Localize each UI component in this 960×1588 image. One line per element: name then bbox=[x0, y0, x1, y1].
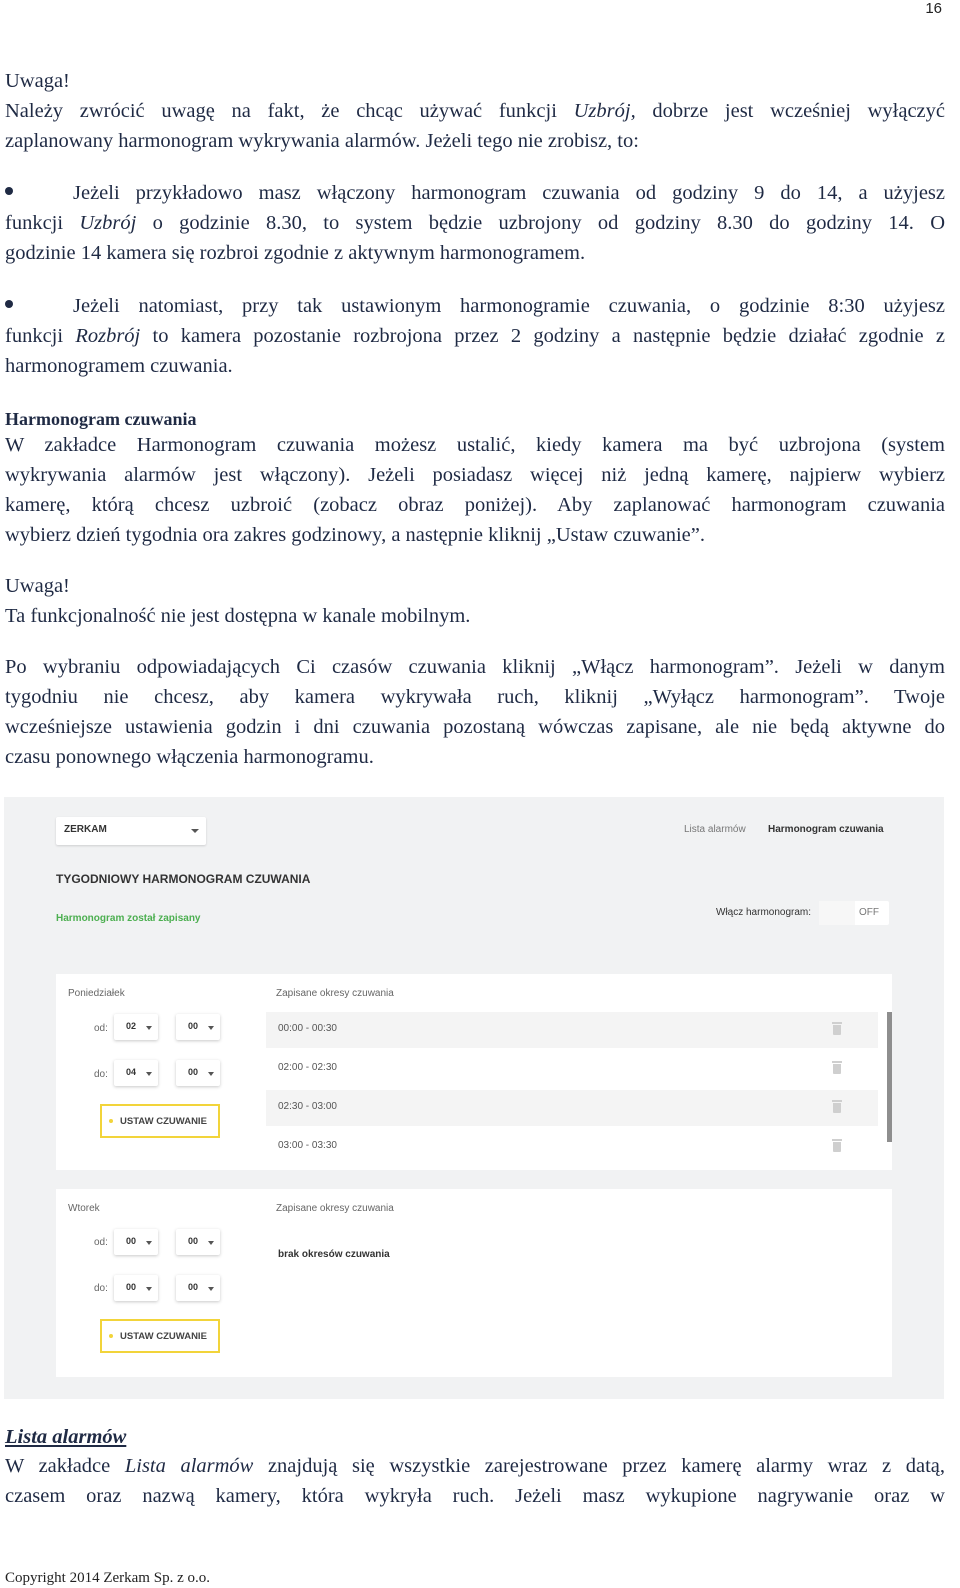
chevron-down-icon bbox=[208, 1241, 214, 1245]
day-name: Wtorek bbox=[68, 1203, 100, 1214]
scrollbar[interactable] bbox=[887, 1012, 892, 1142]
from-minute-select[interactable]: 00 bbox=[176, 1229, 220, 1255]
chevron-down-icon bbox=[146, 1072, 152, 1076]
schedule-toggle[interactable]: OFF bbox=[819, 901, 889, 925]
bullet-line: funkcji Rozbrój to kamera pozostanie rozbrojona przez 2 godziny a następnie będzie działać zgodnie z bbox=[5, 325, 945, 347]
set-schedule-button[interactable]: USTAW CZUWANIE bbox=[100, 1104, 220, 1138]
chevron-down-icon bbox=[191, 829, 199, 833]
camera-select[interactable]: ZERKAM bbox=[56, 817, 206, 845]
chevron-down-icon bbox=[146, 1287, 152, 1291]
toggle-label: Włącz harmonogram: bbox=[716, 907, 812, 918]
day-card-tuesday bbox=[56, 1189, 892, 1377]
bullet-line: Jeżeli natomiast, przy tak ustawionym harmonogramie czuwania, o godzinie 8:30 użyjesz bbox=[73, 295, 945, 317]
day-name: Poniedziałek bbox=[68, 988, 125, 999]
trash-icon[interactable] bbox=[832, 1139, 842, 1152]
saved-slot: 00:00 - 00:30 bbox=[266, 1012, 878, 1048]
section-line: wykrywania alarmów jest włączony). Jeżeli posiadasz więcej niż jedną kamerę, najpierw wybierz bbox=[5, 464, 945, 486]
note-line: zaplanowany harmonogram wykrywania alarmów. Jeżeli tego nie zrobisz, to: bbox=[5, 130, 639, 152]
section-line: wybierz dzień tygodnia ora zakres godzinowy, a następnie kliknij „Ustaw czuwanie”. bbox=[5, 524, 705, 546]
bullet-line: funkcji Uzbrój o godzinie 8.30, to system będzie uzbrojony od godziny 8.30 do godziny 14. O bbox=[5, 212, 945, 234]
chevron-down-icon bbox=[146, 1026, 152, 1030]
from-minute-select[interactable]: 00 bbox=[176, 1014, 220, 1040]
from-label: od: bbox=[94, 1237, 108, 1248]
bullet-line: harmonogramem czuwania. bbox=[5, 355, 233, 377]
schedule-screenshot bbox=[4, 797, 944, 1399]
chevron-down-icon bbox=[208, 1026, 214, 1030]
section-heading: Lista alarmów bbox=[5, 1426, 127, 1448]
to-minute-select[interactable]: 00 bbox=[176, 1060, 220, 1086]
section-line: kamerę, którą chcesz uzbroić (zobacz obraz poniżej). Aby zaplanować harmonogram czuwania bbox=[5, 494, 945, 516]
note-title: Uwaga! bbox=[5, 70, 70, 92]
saved-slot: 02:30 - 03:00 bbox=[266, 1090, 878, 1126]
note-line: Należy zwrócić uwagę na fakt, że chcąc używać funkcji Uzbrój, dobrze jest wcześniej wyłączyć bbox=[5, 100, 945, 122]
para-line: tygodniu nie chcesz, aby kamera wykrywała ruch, kliknij „Wyłącz harmonogram”. Twoje bbox=[5, 686, 945, 708]
section-line: W zakładce Lista alarmów znajdują się wszystkie zarejestrowane przez kamerę alarmy wraz z datą, bbox=[5, 1455, 945, 1477]
empty-periods-message: brak okresów czuwania bbox=[278, 1249, 390, 1260]
to-hour-select[interactable]: 00 bbox=[114, 1275, 158, 1301]
note-title: Uwaga! bbox=[5, 575, 70, 597]
para-line: Po wybraniu odpowiadających Ci czasów czuwania kliknij „Włącz harmonogram”. Jeżeli w danym bbox=[5, 656, 945, 678]
schedule-heading: TYGODNIOWY HARMONOGRAM CZUWANIA bbox=[56, 872, 311, 886]
from-label: od: bbox=[94, 1023, 108, 1034]
tab-alarm-list[interactable]: Lista alarmów bbox=[684, 824, 746, 835]
chevron-down-icon bbox=[146, 1241, 152, 1245]
tab-schedule[interactable]: Harmonogram czuwania bbox=[768, 824, 884, 835]
footer-copyright: Copyright 2014 Zerkam Sp. z o.o. bbox=[5, 1570, 210, 1586]
to-minute-select[interactable]: 00 bbox=[176, 1275, 220, 1301]
to-label: do: bbox=[94, 1283, 108, 1294]
saved-slot: 03:00 - 03:30 bbox=[266, 1129, 878, 1165]
para-line: czasu ponownego włączenia harmonogramu. bbox=[5, 746, 374, 768]
to-hour-select[interactable]: 04 bbox=[114, 1060, 158, 1086]
chevron-down-icon bbox=[208, 1072, 214, 1076]
day-card-monday bbox=[56, 974, 892, 1170]
section-line: czasem oraz nazwą kamery, która wykryła ruch. Jeżeli masz wykupione nagrywanie oraz w bbox=[5, 1485, 945, 1507]
bullet-line: Jeżeli przykładowo masz włączony harmonogram czuwania od godziny 9 do 14, a użyjesz bbox=[73, 182, 945, 204]
saved-message: Harmonogram został zapisany bbox=[56, 913, 201, 924]
page-number: 16 bbox=[925, 0, 942, 17]
trash-icon[interactable] bbox=[832, 1061, 842, 1074]
note-line: Ta funkcjonalność nie jest dostępna w kanale mobilnym. bbox=[5, 605, 471, 627]
from-hour-select[interactable]: 02 bbox=[114, 1014, 158, 1040]
saved-periods-header: Zapisane okresy czuwania bbox=[276, 1203, 394, 1214]
bullet-line: godzinie 14 kamera się rozbroi zgodnie z aktywnym harmonogramem. bbox=[5, 242, 586, 264]
saved-periods-header: Zapisane okresy czuwania bbox=[276, 988, 394, 999]
saved-slot: 02:00 - 02:30 bbox=[266, 1051, 878, 1087]
chevron-down-icon bbox=[208, 1287, 214, 1291]
from-hour-select[interactable]: 00 bbox=[114, 1229, 158, 1255]
section-heading: Harmonogram czuwania bbox=[5, 409, 197, 429]
section-line: W zakładce Harmonogram czuwania możesz ustalić, kiedy kamera ma być uzbrojona (system bbox=[5, 434, 945, 456]
trash-icon[interactable] bbox=[832, 1022, 842, 1035]
to-label: do: bbox=[94, 1069, 108, 1080]
trash-icon[interactable] bbox=[832, 1100, 842, 1113]
set-schedule-button[interactable]: USTAW CZUWANIE bbox=[100, 1319, 220, 1353]
para-line: wcześniejsze ustawienia godzin i dni czuwania pozostaną wówczas zapisane, ale nie będą aktywne do bbox=[5, 716, 945, 738]
